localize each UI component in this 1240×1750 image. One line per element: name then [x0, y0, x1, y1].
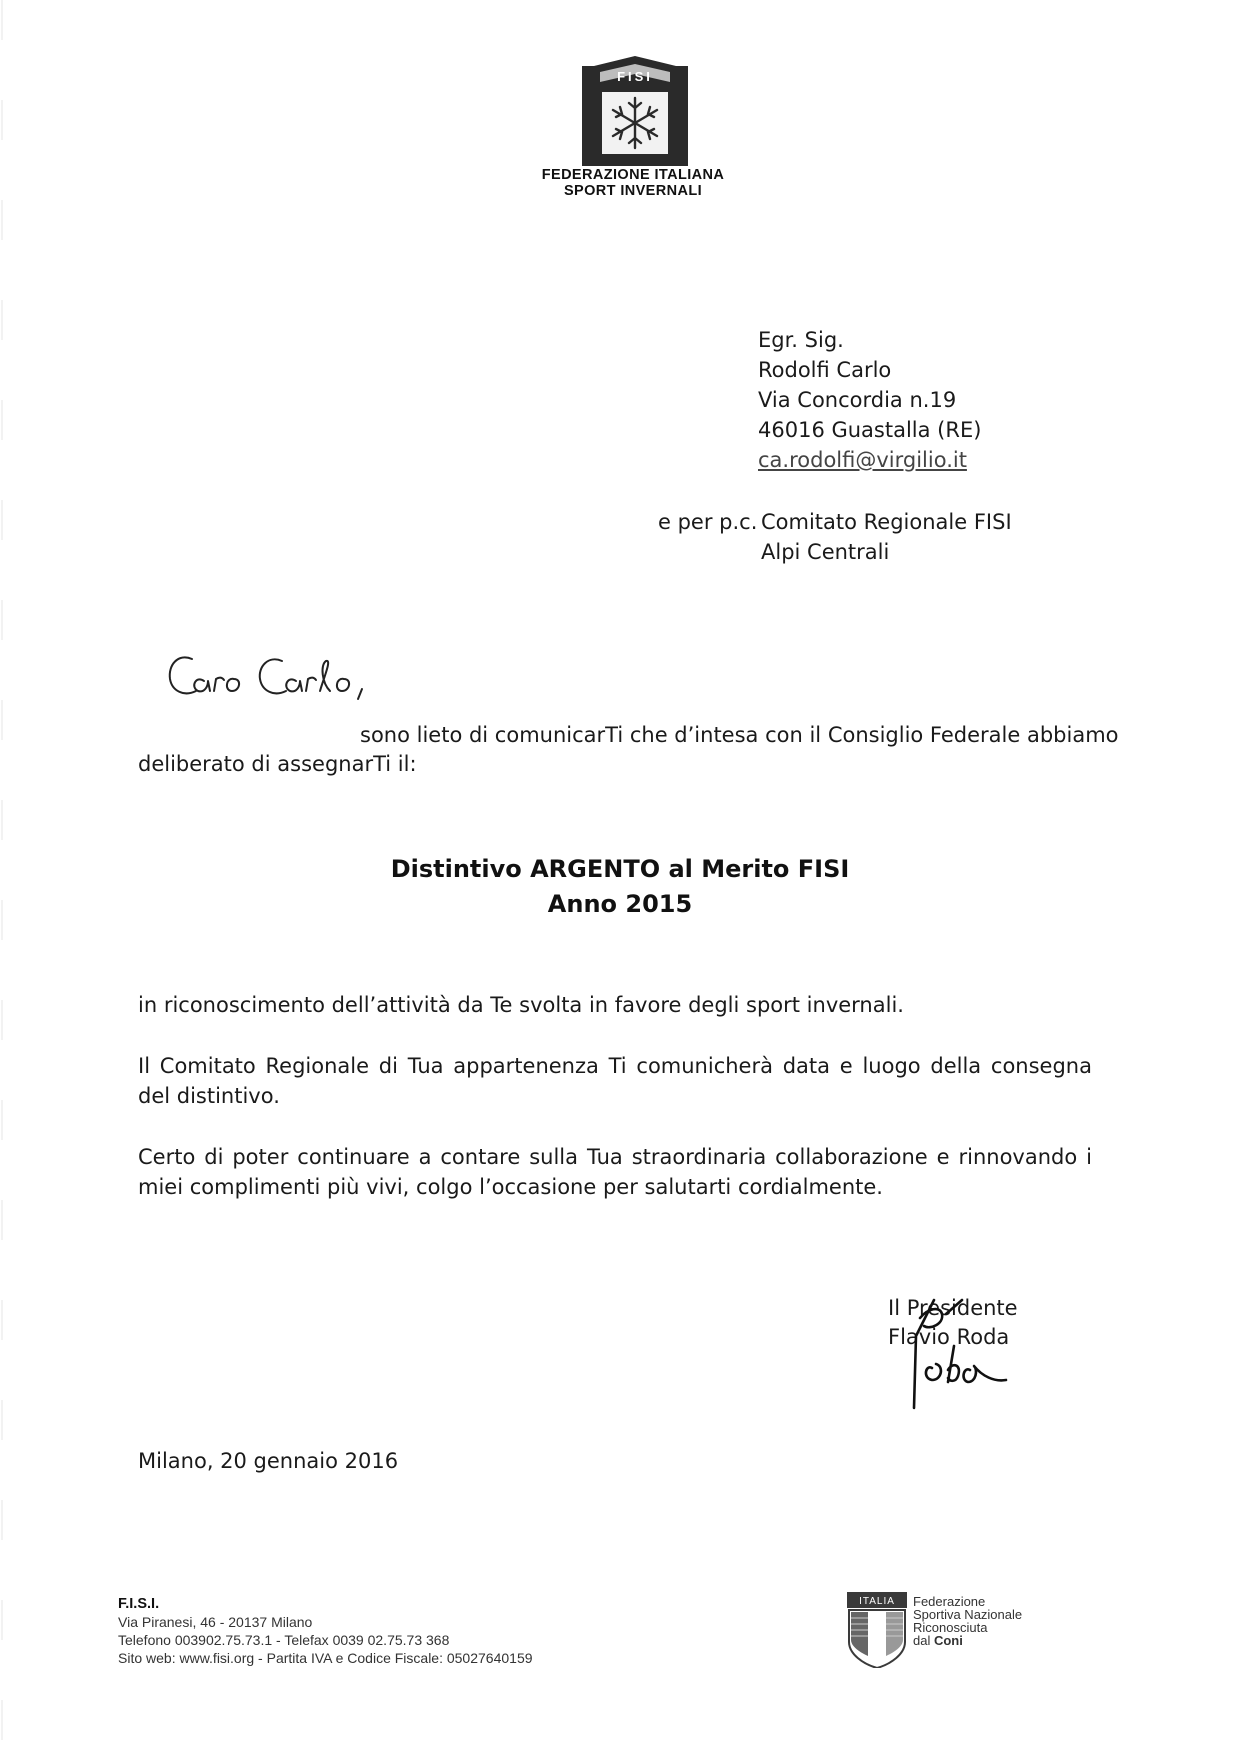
handwritten-salutation	[164, 647, 424, 711]
coni-line4-bold: Coni	[933, 1633, 963, 1648]
coni-line1: Federazione	[913, 1594, 986, 1609]
addressee-name: Rodolfi Carlo	[758, 358, 892, 382]
fisi-logo	[580, 56, 690, 168]
addressee-city: 46016 Guastalla (RE)	[758, 418, 982, 442]
award-year: Anno 2015	[547, 890, 693, 918]
body-paragraph-3: Certo di poter continuare a contare sulla Tua straordinaria collaborazione e rinnovando i miei complimenti più vivi, colgo l’occasione per salutarti cordialmente.	[138, 1145, 1092, 1199]
svg-text:FISI: FISI	[617, 69, 653, 84]
addressee-block	[758, 325, 981, 475]
footer-web: Sito web: www.fisi.org - Partita IVA e Codice Fiscale: 05027640159	[118, 1650, 533, 1666]
signatory-name: Flavio Roda	[888, 1325, 1010, 1349]
coni-line3: Riconosciuta	[913, 1620, 988, 1635]
award-title	[138, 852, 1102, 922]
addressee-salutation: Egr. Sig.	[758, 328, 844, 352]
org-name-line1: FEDERAZIONE ITALIANA	[541, 167, 725, 183]
organization-name	[480, 167, 786, 199]
handwritten-signature	[870, 1296, 1020, 1416]
cc-line1: Comitato Regionale FISI	[761, 510, 1012, 534]
coni-recognition-text	[913, 1595, 1022, 1647]
award-name: Distintivo ARGENTO al Merito FISI	[390, 855, 850, 883]
cc-recipient	[761, 507, 1012, 567]
coni-line2: Sportiva Nazionale	[913, 1607, 1023, 1622]
addressee-street: Via Concordia n.19	[758, 388, 957, 412]
cc-prefix: e per p.c.	[658, 510, 758, 534]
footer-phone: Telefono 003902.75.73.1 - Telefax 0039 02.75.73 368	[118, 1632, 450, 1648]
coni-line4-prefix: dal	[913, 1633, 934, 1648]
coni-line4	[913, 1634, 1022, 1647]
addressee-email-link[interactable]: ca.rodolfi@virgilio.it	[758, 448, 967, 472]
footer-org: F.I.S.I.	[118, 1596, 160, 1612]
signatory-title: Il Presidente	[888, 1296, 1018, 1320]
scan-edge	[0, 0, 6, 1750]
intro-line-2: deliberato di assegnarTi il:	[138, 752, 417, 776]
body-paragraph-1: in riconoscimento dell’attività da Te svolta in favore degli sport invernali.	[138, 993, 904, 1017]
footer-address: Via Piranesi, 46 - 20137 Milano	[118, 1614, 313, 1630]
cc-line2: Alpi Centrali	[761, 540, 890, 564]
salutation-text: Caro Carlo,	[164, 647, 170, 648]
coni-shield-logo	[847, 1592, 907, 1668]
org-name-line2: SPORT INVERNALI	[563, 183, 703, 199]
date-line: Milano, 20 gennaio 2016	[138, 1449, 399, 1473]
body-paragraph-2: Il Comitato Regionale di Tua appartenenza Ti comunicherà data e luogo della consegna del distintivo.	[138, 1054, 1092, 1108]
intro-line-1: sono lieto di comunicarTi che d’intesa con il Consiglio Federale abbiamo	[360, 723, 1119, 747]
coni-badge-label: ITALIA	[859, 1596, 895, 1607]
footer-contact	[118, 1595, 533, 1667]
